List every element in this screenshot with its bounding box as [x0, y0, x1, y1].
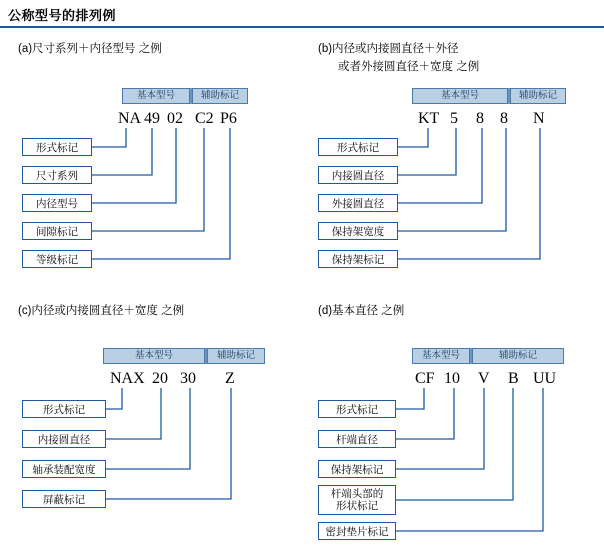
section-b-code-4: N [533, 110, 545, 127]
section-d-label-3-line1: 杆端头部的 [330, 488, 384, 500]
section-d-label-3 [318, 485, 396, 515]
section-c-header-aux: 辅助标记 [207, 348, 265, 364]
section-a-code-2: 02 [167, 110, 183, 127]
section-c-label-0: 形式标记 [22, 400, 106, 418]
section-d-label-3-line2: 形状标记 [336, 500, 378, 512]
section-b-label-1: 内接圆直径 [318, 166, 398, 184]
section-b-code-2: 8 [476, 110, 484, 127]
section-b-caption-line2: 或者外接圆直径＋宽度 之例 [338, 61, 480, 73]
section-b-label-0: 形式标记 [318, 138, 398, 156]
section-c-label-2: 轴承装配宽度 [22, 460, 106, 478]
section-a-code-4: P6 [220, 110, 237, 127]
section-a-label-3: 间隙标记 [22, 222, 92, 240]
section-d-header-aux: 辅助标记 [472, 348, 564, 364]
section-c-code-3: Z [225, 370, 235, 387]
section-d-header-basic: 基本型号 [412, 348, 470, 364]
section-d-code-2: V [478, 370, 490, 387]
section-c-label-3: 屏蔽标记 [22, 490, 106, 508]
section-c-code-1: 20 [152, 370, 168, 387]
section-b-label-4: 保持架标记 [318, 250, 398, 268]
section-d-caption: (d)基本直径 之例 [318, 305, 405, 317]
section-d-code-0: CF [415, 370, 435, 387]
section-c-label-1: 内接圆直径 [22, 430, 106, 448]
section-a-header-basic: 基本型号 [122, 88, 190, 104]
section-d-code-4: UU [533, 370, 557, 387]
section-c-code-2: 30 [180, 370, 196, 387]
section-a-header-aux: 辅助标记 [192, 88, 248, 104]
section-c-code-0: NAX [110, 370, 145, 387]
section-a-caption: (a)尺寸系列＋内径型号 之例 [18, 43, 162, 55]
section-c-caption: (c)内径或内接圆直径＋宽度 之例 [18, 305, 185, 317]
section-a-label-2: 内径型号 [22, 194, 92, 212]
section-b-code-3: 8 [500, 110, 508, 127]
section-d-code-3: B [508, 370, 519, 387]
section-b-code-1: 5 [450, 110, 458, 127]
page-title: 公称型号的排列例 [8, 8, 117, 23]
section-b-header-aux: 辅助标记 [510, 88, 566, 104]
section-b-caption-line1: (b)内径或内接圆直径＋外径 [318, 43, 459, 55]
section-b-label-3: 保持架宽度 [318, 222, 398, 240]
section-b-code-0: KT [418, 110, 440, 127]
section-a-code-0: NA [118, 110, 142, 127]
section-d-code-1: 10 [444, 370, 460, 387]
section-a-code-1: 49 [144, 110, 160, 127]
section-d-label-0: 形式标记 [318, 400, 396, 418]
section-a-code-3: C2 [195, 110, 214, 127]
section-d-label-1: 杆端直径 [318, 430, 396, 448]
section-a-label-1: 尺寸系列 [22, 166, 92, 184]
title-bar [0, 0, 604, 28]
section-d-label-2: 保持架标记 [318, 460, 396, 478]
section-a-label-4: 等级标记 [22, 250, 92, 268]
section-b-header-basic: 基本型号 [412, 88, 508, 104]
section-c-header-basic: 基本型号 [103, 348, 205, 364]
section-a-label-0: 形式标记 [22, 138, 92, 156]
section-d-label-4: 密封垫片标记 [318, 522, 396, 540]
section-b-label-2: 外接圆直径 [318, 194, 398, 212]
